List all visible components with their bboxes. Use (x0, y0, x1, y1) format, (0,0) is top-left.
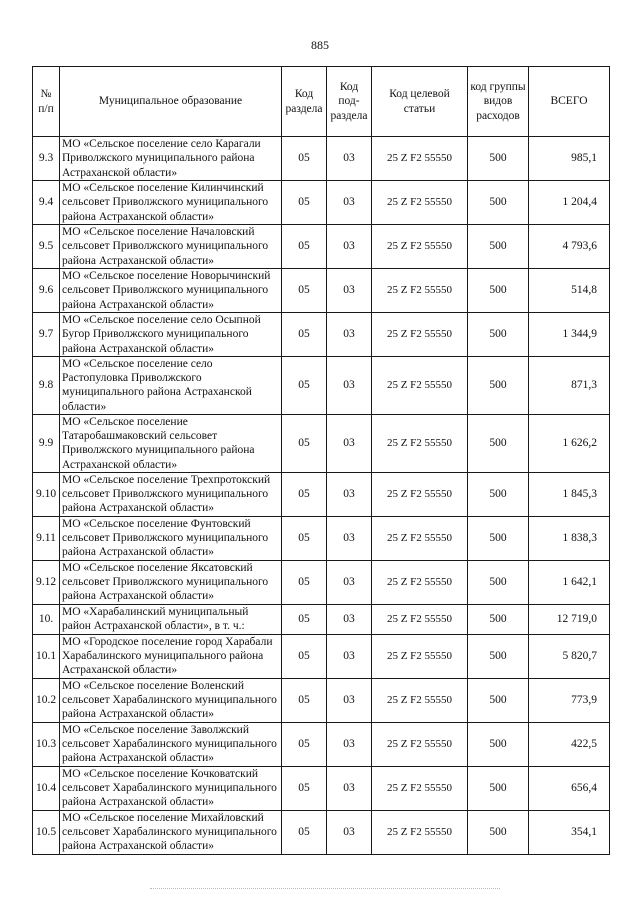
cell-num: 9.4 (33, 181, 60, 225)
cell-section: 05 (282, 810, 327, 854)
cell-subsection: 03 (327, 225, 372, 269)
cell-target: 25 Z F2 55550 (372, 181, 468, 225)
cell-municipality: МО «Городское поселение город Харабали Харабалинского муниципального района Астраханской области» (60, 634, 282, 678)
cell-num: 9.9 (33, 414, 60, 472)
cell-target: 25 Z F2 55550 (372, 225, 468, 269)
cell-section: 05 (282, 516, 327, 560)
cell-total: 1 626,2 (529, 414, 610, 472)
cell-section: 05 (282, 678, 327, 722)
cell-section: 05 (282, 414, 327, 472)
cell-total: 1 642,1 (529, 560, 610, 604)
cell-total: 1 838,3 (529, 516, 610, 560)
cell-total: 514,8 (529, 269, 610, 313)
cell-subsection: 03 (327, 722, 372, 766)
cell-subsection: 03 (327, 810, 372, 854)
table-row (33, 357, 610, 415)
cell-expense-group: 500 (468, 560, 529, 604)
table-row (33, 225, 610, 269)
table-row (33, 181, 610, 225)
cell-target: 25 Z F2 55550 (372, 414, 468, 472)
cell-municipality: МО «Сельское поселение Заволжский сельсовет Харабалинского муниципального района Астраханской области» (60, 722, 282, 766)
cell-subsection: 03 (327, 269, 372, 313)
cell-target: 25 Z F2 55550 (372, 137, 468, 181)
cell-municipality: МО «Сельское поселение Трехпротокский сельсовет Приволжского муниципального района Астраханской области» (60, 472, 282, 516)
cell-subsection: 03 (327, 560, 372, 604)
cell-municipality: МО «Сельское поселение Михайловский сельсовет Харабалинского муниципального района Астраханской области» (60, 810, 282, 854)
cell-num: 9.5 (33, 225, 60, 269)
cell-municipality: МО «Сельское поселение село Растопуловка Приволжского муниципального района Астраханской области» (60, 357, 282, 415)
cell-total: 1 344,9 (529, 313, 610, 357)
cell-municipality: МО «Сельское поселение Фунтовский сельсовет Приволжского муниципального района Астраханской области» (60, 516, 282, 560)
cell-expense-group: 500 (468, 634, 529, 678)
table-row (33, 414, 610, 472)
cell-municipality: МО «Сельское поселение Яксатовский сельсовет Приволжского муниципального района Астраханской области» (60, 560, 282, 604)
table-row (33, 516, 610, 560)
cell-subsection: 03 (327, 678, 372, 722)
cell-expense-group: 500 (468, 269, 529, 313)
cell-total: 1 204,4 (529, 181, 610, 225)
header-total: ВСЕГО (529, 67, 610, 137)
table-row (33, 313, 610, 357)
cell-total: 656,4 (529, 766, 610, 810)
header-num: № п/п (33, 67, 60, 137)
cell-num: 10.5 (33, 810, 60, 854)
cell-num: 9.12 (33, 560, 60, 604)
budget-allocation-table (32, 66, 610, 855)
cell-target: 25 Z F2 55550 (372, 810, 468, 854)
cell-subsection: 03 (327, 181, 372, 225)
cell-num: 9.7 (33, 313, 60, 357)
cell-target: 25 Z F2 55550 (372, 634, 468, 678)
cell-municipality: МО «Сельское поселение Воленский сельсовет Харабалинского муниципального района Астраханской области» (60, 678, 282, 722)
cell-total: 871,3 (529, 357, 610, 415)
cell-num: 9.8 (33, 357, 60, 415)
cell-num: 9.11 (33, 516, 60, 560)
cell-total: 12 719,0 (529, 604, 610, 634)
cell-section: 05 (282, 634, 327, 678)
table-row (33, 634, 610, 678)
page-number: 885 (311, 38, 329, 52)
cell-expense-group: 500 (468, 225, 529, 269)
cell-expense-group: 500 (468, 766, 529, 810)
cell-section: 05 (282, 357, 327, 415)
footer-rule (150, 888, 500, 889)
cell-municipality: МО «Сельское поселение Началовский сельсовет Приволжского муниципального района Астраханской области» (60, 225, 282, 269)
table-row (33, 810, 610, 854)
cell-expense-group: 500 (468, 810, 529, 854)
cell-total: 985,1 (529, 137, 610, 181)
cell-municipality: МО «Сельское поселение Килинчинский сельсовет Приволжского муниципального района Астраханской области» (60, 181, 282, 225)
cell-num: 10.1 (33, 634, 60, 678)
cell-expense-group: 500 (468, 678, 529, 722)
cell-target: 25 Z F2 55550 (372, 722, 468, 766)
cell-num: 10. (33, 604, 60, 634)
cell-section: 05 (282, 722, 327, 766)
header-section: Код раздела (282, 67, 327, 137)
cell-total: 422,5 (529, 722, 610, 766)
cell-num: 10.4 (33, 766, 60, 810)
cell-expense-group: 500 (468, 604, 529, 634)
cell-section: 05 (282, 137, 327, 181)
cell-total: 4 793,6 (529, 225, 610, 269)
header-expense-group: код группы видов расходов (468, 67, 529, 137)
table-header-row (33, 67, 610, 137)
header-municipality: Муниципальное образование (60, 67, 282, 137)
cell-total: 1 845,3 (529, 472, 610, 516)
cell-subsection: 03 (327, 472, 372, 516)
cell-subsection: 03 (327, 313, 372, 357)
cell-expense-group: 500 (468, 137, 529, 181)
cell-municipality: МО «Сельское поселение Новорычинский сельсовет Приволжского муниципального района Астраханской области» (60, 269, 282, 313)
cell-total: 773,9 (529, 678, 610, 722)
cell-section: 05 (282, 604, 327, 634)
header-target: Код целевой статьи (372, 67, 468, 137)
table-row (33, 722, 610, 766)
cell-target: 25 Z F2 55550 (372, 560, 468, 604)
cell-subsection: 03 (327, 414, 372, 472)
cell-expense-group: 500 (468, 313, 529, 357)
cell-municipality: МО «Сельское поселение Кочковатский сельсовет Харабалинского муниципального района Астраханской области» (60, 766, 282, 810)
cell-expense-group: 500 (468, 722, 529, 766)
table-row (33, 269, 610, 313)
cell-municipality: МО «Харабалинский муниципальный район Астраханской области», в т. ч.: (60, 604, 282, 634)
table-row (33, 766, 610, 810)
cell-section: 05 (282, 766, 327, 810)
cell-subsection: 03 (327, 516, 372, 560)
cell-target: 25 Z F2 55550 (372, 678, 468, 722)
cell-target: 25 Z F2 55550 (372, 766, 468, 810)
table-row (33, 604, 610, 634)
table-row (33, 472, 610, 516)
cell-subsection: 03 (327, 137, 372, 181)
cell-expense-group: 500 (468, 414, 529, 472)
cell-section: 05 (282, 560, 327, 604)
cell-subsection: 03 (327, 357, 372, 415)
cell-subsection: 03 (327, 634, 372, 678)
cell-total: 5 820,7 (529, 634, 610, 678)
cell-expense-group: 500 (468, 181, 529, 225)
cell-section: 05 (282, 181, 327, 225)
cell-subsection: 03 (327, 604, 372, 634)
table-row (33, 137, 610, 181)
cell-section: 05 (282, 313, 327, 357)
cell-section: 05 (282, 269, 327, 313)
cell-total: 354,1 (529, 810, 610, 854)
cell-section: 05 (282, 225, 327, 269)
cell-expense-group: 500 (468, 472, 529, 516)
cell-section: 05 (282, 472, 327, 516)
cell-expense-group: 500 (468, 357, 529, 415)
cell-municipality: МО «Сельское поселение село Карагали Приволжского муниципального района Астраханской области» (60, 137, 282, 181)
cell-target: 25 Z F2 55550 (372, 269, 468, 313)
cell-municipality: МО «Сельское поселение Татаробашмаковский сельсовет Приволжского муниципального района Астраханской области» (60, 414, 282, 472)
cell-expense-group: 500 (468, 516, 529, 560)
cell-target: 25 Z F2 55550 (372, 516, 468, 560)
cell-target: 25 Z F2 55550 (372, 604, 468, 634)
cell-target: 25 Z F2 55550 (372, 357, 468, 415)
cell-subsection: 03 (327, 766, 372, 810)
table-row (33, 678, 610, 722)
cell-target: 25 Z F2 55550 (372, 313, 468, 357)
table-body (33, 137, 610, 855)
cell-num: 9.3 (33, 137, 60, 181)
cell-num: 10.2 (33, 678, 60, 722)
cell-target: 25 Z F2 55550 (372, 472, 468, 516)
table-row (33, 560, 610, 604)
cell-num: 9.6 (33, 269, 60, 313)
header-subsection: Код под-раздела (327, 67, 372, 137)
cell-municipality: МО «Сельское поселение село Осыпной Бугор Приволжского муниципального района Астраханской области» (60, 313, 282, 357)
cell-num: 10.3 (33, 722, 60, 766)
cell-num: 9.10 (33, 472, 60, 516)
